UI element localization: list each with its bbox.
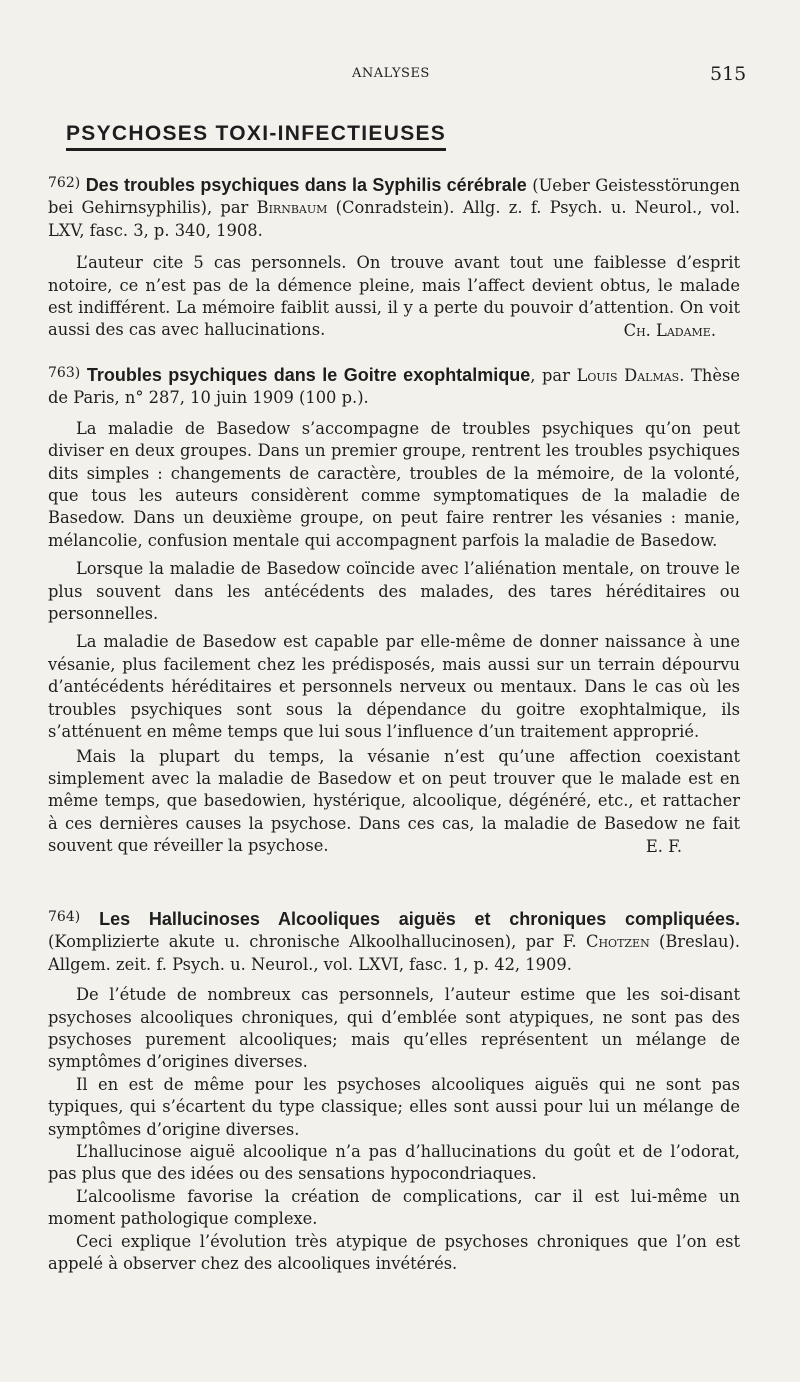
article-heading [48, 362, 740, 410]
article-paragraph: Il en est de même pour les psychoses alcooliques aiguës qui ne sont pas typiques, qui s’écartent du type classique; elles sont aussi pour lui un mélange de symptômes d’origine diverses. [48, 1074, 740, 1139]
article-title: Des troubles psychiques dans la Syphilis cérébrale [85, 175, 527, 195]
article-title: Troubles psychiques dans le Goitre exophtalmique [86, 365, 531, 385]
article-number: 764) [48, 909, 81, 925]
article-heading [48, 172, 740, 242]
article-paragraph: Lorsque la maladie de Basedow coïncide avec l’aliénation mentale, on trouve le plus souvent dans les antécédents des malades, des tares héréditaires ou personnelles. [48, 559, 740, 624]
article-paragraph: L’hallucinose aiguë alcoolique n’a pas d’hallucinations du goût et de l’odorat, pas plus que des idées ou des sensations hypocondriaques. [48, 1142, 740, 1184]
article-reference-b: (Breslau). Allgem. zeit. f. Psych. u. Neurol., vol. LXVI, fasc. 1, p. 42, 1909. [48, 932, 740, 974]
article-heading [48, 906, 740, 976]
article-paragraph: La maladie de Basedow s’accompagne de troubles psychiques qu’on peut diviser en deux groupes. Dans un premier groupe, rentrent les troubles psychiques dits simples : changements de caractère, troubles de la mémoire, de la volonté, que tous les auteurs considèrent comme symptomatiques de la maladie de Basedow. Dans un deuxième groupe, on peut faire rentrer les vésanies : manie, mélancolie, confusion mentale qui accompagnent parfois la maladie de Basedow. [48, 418, 740, 550]
article-number: 763) [48, 365, 81, 381]
article-paragraph: Ceci explique l’évolution très atypique de psychoses chroniques que l’on est appelé à observer chez des alcooliques invétérés. [48, 1231, 740, 1274]
section-title: PSYCHOSES TOXI-INFECTIEUSES [66, 122, 446, 151]
article-762 [48, 172, 740, 342]
running-head [0, 63, 800, 86]
article-paragraph: La maladie de Basedow est capable par elle-même de donner naissance à une vésanie, plus facilement chez les prédisposés, mais aussi sur un terrain dépourvu d’antécédents héréditaires et personnels nerveux ou mentaux. Dans le cas où les troubles psychiques sont sous la dépendance du goitre exophtalmique, ils s’atténuent en même temps que lui sous l’influence d’un traitement approprié. [48, 632, 740, 742]
article-number: 762) [48, 175, 81, 191]
article-title: Les Hallucinoses Alcooliques aiguës et chroniques compliquées. [99, 909, 740, 929]
article-paragraph: Mais la plupart du temps, la vésanie n’est qu’une affection coexistant simplement avec la maladie de Basedow et on peut trouver que le malade est en même temps, que basedowien, hystérique, alcoolique, dégénéré, etc., et rattacher à ces dernières causes la psychose. Dans ces cas, la maladie de Basedow ne fait souvent que réveiller la psychose. [48, 746, 740, 856]
page-number: 515 [710, 63, 747, 85]
article-reference-b: (Conradstein). Allg. z. f. Psych. u. Neurol., vol. LXV, fasc. 3, p. 340, 1908. [48, 198, 740, 240]
article-reference-b: . Thèse de Paris, n° 287, 10 juin 1909 (100 p.). [48, 366, 740, 408]
article-reference-a: , par [530, 366, 577, 385]
article-763 [48, 362, 740, 858]
running-head-title: ANALYSES [352, 66, 430, 81]
article-paragraph: L’auteur cite 5 cas personnels. On trouve avant tout une faiblesse d’esprit notoire, ce n’est pas de la démence pleine, mais l’affect devient obtus, le malade est indifférent. La mémoire faiblit aussi, il y a perte du pouvoir d’attention. On voit aussi des cas avec hallucinations. [48, 253, 740, 340]
article-author: Birnbaum [256, 198, 328, 218]
article-reference-a: (Ueber Geistesstörungen bei Gehirnsyphilis), par [48, 176, 740, 218]
article-paragraph: De l’étude de nombreux cas personnels, l’auteur estime que les soi-disant psychoses alcooliques chroniques, qui d’emblée sont atypiques, ne sont pas des psychoses purement alcooliques; mais qu’elles représentent un mélange de symptômes d’origines diverses. [48, 985, 740, 1072]
article-paragraph: L’alcoolisme favorise la création de complications, car il est lui-même un moment pathologique complexe. [48, 1186, 740, 1229]
article-signature: E. F. [645, 836, 682, 856]
article-signature: Ch. Ladame. [623, 320, 716, 340]
article-author: Chotzen [586, 932, 650, 952]
article-author: Louis Dalmas [576, 366, 680, 385]
article-reference-a: (Komplizierte akute u. chronische Alkoolhallucinosen), par F. [48, 932, 586, 952]
article-764 [48, 906, 740, 1276]
